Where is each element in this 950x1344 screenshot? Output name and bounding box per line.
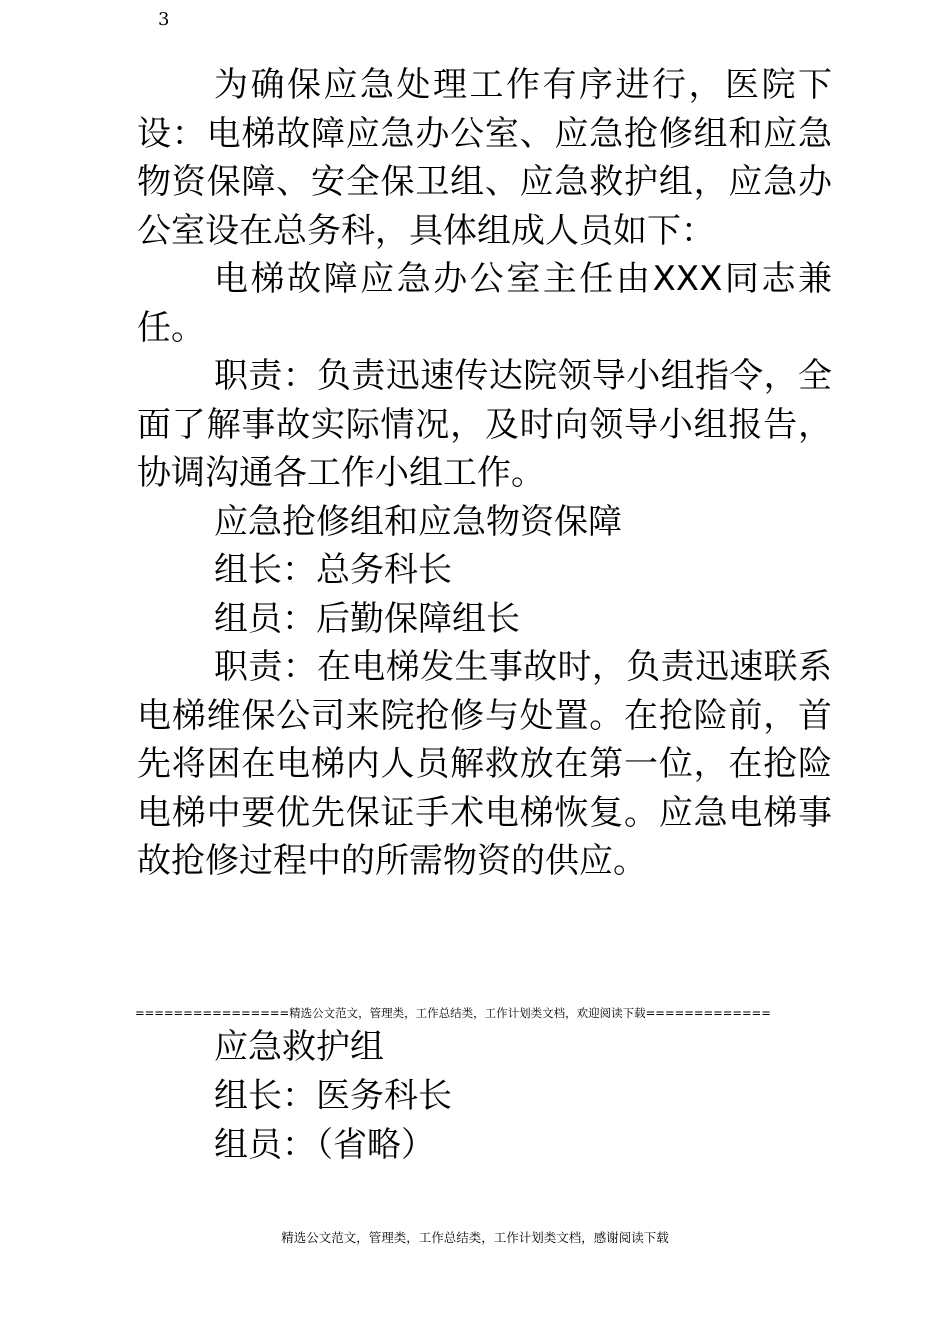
page-number: 3: [158, 9, 170, 30]
heading-repair-group: 应急抢修组和应急物资保障: [214, 501, 622, 542]
rescue-group-members: 组员：（省略）: [214, 1125, 435, 1165]
body-text: [137, 61, 832, 886]
paragraph-repair-duties: 职责：在电梯发生事故时，负责迅速联系电梯维保公司来院抢修与处置。在抢险前，首先将困在电梯内人员解救放在第一位，在抢险电梯中要优先保证手术电梯恢复。应急电梯事故抢修过程中的所需物资的供应。: [137, 647, 832, 881]
paragraph-office-duties: 职责：负责迅速传达院领导小组指令，全面了解事故实际情况，及时向领导小组报告，协调沟通各工作小组工作。: [137, 356, 832, 493]
page-footer: 精选公文范文，管理类，工作总结类，工作计划类文档，感谢阅读下载: [281, 1230, 669, 1245]
repair-group-members: 组员：后勤保障组长: [214, 598, 520, 639]
heading-rescue-group: 应急救护组: [214, 1027, 384, 1067]
divider-banner: ================精选公文范文，管理类，工作总结类，工作计划类文档，欢迎阅读下载=============: [135, 1006, 771, 1020]
repair-group-leader: 组长：总务科长: [214, 550, 452, 590]
rescue-group-leader: 组长：医务科长: [214, 1076, 452, 1116]
paragraph-organization: 为确保应急处理工作有序进行，医院下设：电梯故障应急办公室、应急抢修组和应急物资保障、安全保卫组、应急救护组，应急办公室设在总务科，具体组成人员如下：: [137, 65, 832, 251]
paragraph-office-director: 电梯故障应急办公室主任由XXX同志兼任。: [137, 259, 832, 348]
lower-body-text: [137, 1023, 832, 1170]
